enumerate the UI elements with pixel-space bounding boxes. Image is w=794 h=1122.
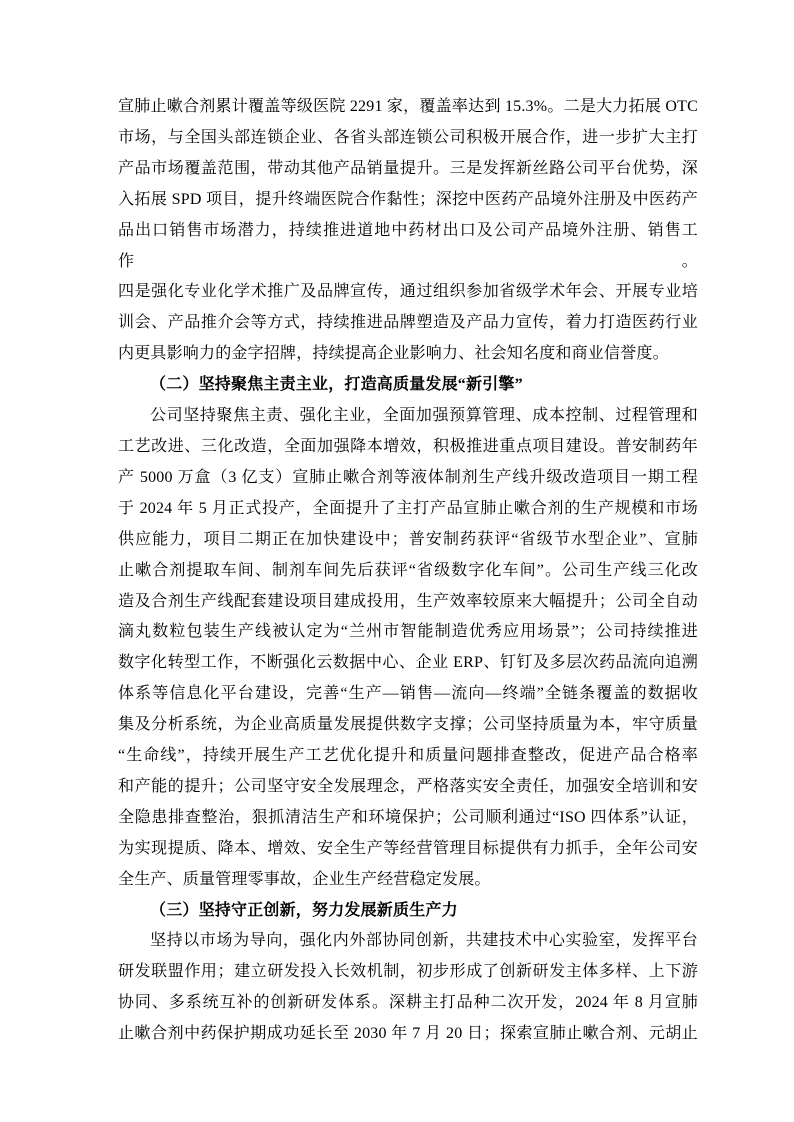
text-line: 品出口销售市场潜力，持续推进道地中药材出口及公司产品境外注册、销售工作。 — [118, 221, 698, 270]
text-line: 数字化转型工作，不断强化云数据中心、企业 ERP、钉钉及多层次药品流向追溯 — [118, 654, 698, 672]
text-line: 工艺改进、三化改造，全面加强降本增效，积极推进重点项目建设。普安制药年 — [118, 437, 698, 455]
text-line: 公司坚持聚焦主责、强化主业，全面加强预算管理、成本控制、过程管理和 — [150, 407, 698, 425]
text-line: 产 5000 万盒（3 亿支）宣肺止嗽合剂等液体制剂生产线升级改造项目一期工程 — [118, 468, 698, 486]
text-line: 全隐患排查整治，狠抓清洁生产和环境保护；公司顺利通过“ISO 四体系”认证， — [118, 808, 698, 826]
text-line: 坚持以市场为导向，强化内外部协同创新，共建技术中心实验室，发挥平台 — [150, 932, 698, 950]
section-heading: （三）坚持守正创新，努力发展新质生产力 — [150, 901, 458, 919]
text-line: 供应能力，项目二期正在加快建设中；普安制药获评“省级节水型企业”、宣肺 — [118, 530, 698, 548]
text-line: 和产能的提升；公司坚守安全发展理念，严格落实安全责任，加强安全培训和安 — [118, 777, 698, 795]
text-line: 造及合剂生产线配套建设项目建成投用，生产效率较原来大幅提升；公司全自动 — [118, 592, 698, 610]
text-line: 滴丸数粒包装生产线被认定为“兰州市智能制造优秀应用场景”；公司持续推进 — [118, 623, 698, 641]
text-line: 产品市场覆盖范围，带动其他产品销量提升。三是发挥新丝路公司平台优势，深 — [118, 159, 698, 177]
text-line: 市场，与全国头部连锁企业、各省头部连锁公司积极开展合作，进一步扩大主打 — [118, 128, 698, 146]
document-text-block — [118, 92, 698, 1050]
text-line: 入拓展 SPD 项目，提升终端医院合作黏性；深挖中医药产品境外注册及中医药产 — [118, 190, 698, 208]
text-line: “生命线”，持续开展生产工艺优化提升和质量问题排查整改，促进产品合格率 — [118, 747, 698, 765]
section-heading: （二）坚持聚焦主责主业，打造高质量发展“新引擎” — [150, 376, 523, 394]
text-line: 止嗽合剂中药保护期成功延长至 2030 年 7 月 20 日；探索宣肺止嗽合剂、元胡止 — [118, 1025, 698, 1043]
text-line: 研发联盟作用；建立研发投入长效机制，初步形成了创新研发主体多样、上下游 — [118, 963, 698, 981]
text-line: 协同、多系统互补的创新研发体系。深耕主打品种二次开发，2024 年 8 月宣肺 — [118, 994, 698, 1012]
text-line: 全生产、质量管理零事故，企业生产经营稳定发展。 — [118, 870, 491, 888]
text-line: 四是强化专业化学术推广及品牌宣传，通过组织参加省级学术年会、开展专业培 — [118, 283, 698, 301]
text-line: 为实现提质、降本、增效、安全生产等经营管理目标提供有力抓手，全年公司安 — [118, 839, 698, 857]
text-line: 集及分析系统，为企业高质量发展提供数字支撑；公司坚持质量为本，牢守质量 — [118, 716, 698, 734]
text-line: 内更具影响力的金字招牌，持续提高企业影响力、社会知名度和商业信誉度。 — [118, 345, 669, 363]
text-line: 训会、产品推介会等方式，持续推进品牌塑造及产品力宣传，着力打造医药行业 — [118, 314, 698, 332]
text-line: 止嗽合剂提取车间、制剂车间先后获评“省级数字化车间”。公司生产线三化改 — [118, 561, 698, 579]
text-line: 宣肺止嗽合剂累计覆盖等级医院 2291 家，覆盖率达到 15.3%。二是大力拓展 OTC — [118, 98, 698, 115]
text-line: 于 2024 年 5 月正式投产，全面提升了主打产品宣肺止嗽合剂的生产规模和市场 — [118, 499, 698, 517]
text-line: 体系等信息化平台建设，完善“生产—销售—流向—终端”全链条覆盖的数据收 — [118, 685, 698, 703]
